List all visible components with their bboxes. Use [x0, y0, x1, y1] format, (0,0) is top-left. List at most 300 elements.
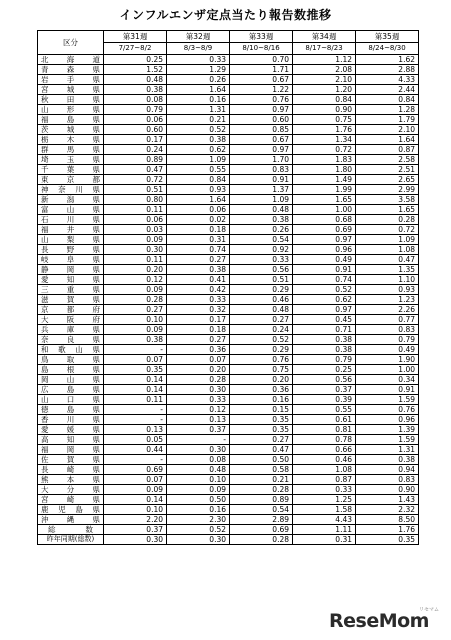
value-cell: 0.97 [230, 105, 293, 115]
value-cell: 0.31 [167, 235, 230, 245]
value-cell: 1.09 [167, 155, 230, 165]
table-row [38, 105, 419, 115]
value-cell: 0.09 [104, 485, 167, 495]
value-cell: 0.75 [230, 365, 293, 375]
value-cell: 2.26 [356, 305, 419, 315]
value-cell: 0.87 [356, 145, 419, 155]
table-row [38, 345, 419, 355]
value-cell: 0.10 [104, 505, 167, 515]
header-week: 第35週 [356, 31, 419, 43]
value-cell: 0.10 [104, 315, 167, 325]
row-label: 栃木県 [38, 135, 104, 145]
value-cell: 0.52 [230, 335, 293, 345]
row-label: 神奈川県 [38, 185, 104, 195]
table-row [38, 475, 419, 485]
table-row [38, 385, 419, 395]
value-cell: 0.52 [293, 285, 356, 295]
value-cell: 0.47 [356, 255, 419, 265]
row-label: 岩手県 [38, 75, 104, 85]
row-label: 東京都 [38, 175, 104, 185]
header-week: 第33週 [230, 31, 293, 43]
value-cell: 0.03 [104, 225, 167, 235]
value-cell: 0.54 [230, 505, 293, 515]
value-cell: 0.85 [230, 125, 293, 135]
value-cell: 0.61 [293, 415, 356, 425]
last-year-row [38, 535, 419, 545]
value-cell: 0.21 [167, 115, 230, 125]
value-cell: 0.51 [104, 185, 167, 195]
value-cell: 0.33 [230, 255, 293, 265]
row-label: 静岡県 [38, 265, 104, 275]
value-cell: 0.79 [104, 105, 167, 115]
value-cell: 2.58 [356, 155, 419, 165]
row-label: 総数 [38, 525, 104, 535]
value-cell: 0.67 [230, 75, 293, 85]
value-cell: 4.43 [293, 515, 356, 525]
value-cell: 0.24 [104, 145, 167, 155]
value-cell: 2.65 [356, 175, 419, 185]
header-date-range: 8/17~8/23 [293, 43, 356, 55]
value-cell: 0.50 [230, 455, 293, 465]
table-row [38, 95, 419, 105]
table-row [38, 325, 419, 335]
value-cell: 0.69 [293, 225, 356, 235]
value-cell: 0.48 [230, 205, 293, 215]
value-cell: 0.90 [356, 485, 419, 495]
value-cell: 0.62 [167, 145, 230, 155]
row-label: 宮城県 [38, 85, 104, 95]
value-cell: 0.80 [104, 195, 167, 205]
value-cell: 0.35 [356, 535, 419, 545]
value-cell: 0.76 [230, 355, 293, 365]
value-cell: 0.48 [167, 465, 230, 475]
value-cell: 0.68 [293, 215, 356, 225]
row-label: 茨城県 [38, 125, 104, 135]
value-cell: 0.18 [167, 325, 230, 335]
value-cell: 1.08 [356, 245, 419, 255]
table-row [38, 275, 419, 285]
value-cell: 0.28 [230, 535, 293, 545]
value-cell: - [104, 455, 167, 465]
row-label: 石川県 [38, 215, 104, 225]
value-cell: 0.30 [104, 245, 167, 255]
value-cell: 1.62 [356, 55, 419, 65]
value-cell: 0.36 [230, 385, 293, 395]
value-cell: 1.43 [356, 495, 419, 505]
table-row [38, 245, 419, 255]
row-label: 岐阜県 [38, 255, 104, 265]
value-cell: 1.09 [230, 195, 293, 205]
row-label: 大阪府 [38, 315, 104, 325]
value-cell: 0.62 [293, 295, 356, 305]
logo-text: ReseMom [329, 610, 429, 632]
value-cell: 0.97 [230, 145, 293, 155]
value-cell: 1.80 [293, 165, 356, 175]
value-cell: 0.28 [104, 295, 167, 305]
value-cell: 0.56 [230, 265, 293, 275]
value-cell: 2.44 [356, 85, 419, 95]
value-cell: 0.38 [104, 335, 167, 345]
value-cell: 0.49 [356, 345, 419, 355]
value-cell: 0.79 [356, 335, 419, 345]
value-cell: 0.37 [167, 425, 230, 435]
value-cell: 1.70 [230, 155, 293, 165]
table-row [38, 415, 419, 425]
value-cell: 1.79 [356, 115, 419, 125]
value-cell: 2.88 [356, 65, 419, 75]
value-cell: 0.79 [293, 355, 356, 365]
value-cell: 1.00 [293, 205, 356, 215]
value-cell: 1.29 [167, 65, 230, 75]
value-cell: 0.97 [293, 305, 356, 315]
value-cell: 0.30 [167, 445, 230, 455]
value-cell: 1.71 [230, 65, 293, 75]
value-cell: 1.25 [293, 495, 356, 505]
value-cell: 0.12 [104, 275, 167, 285]
table-row [38, 65, 419, 75]
value-cell: 0.60 [230, 115, 293, 125]
table-row [38, 185, 419, 195]
table-row [38, 195, 419, 205]
value-cell: 1.90 [356, 355, 419, 365]
table-row [38, 285, 419, 295]
value-cell: 0.74 [167, 245, 230, 255]
table-row [38, 405, 419, 415]
value-cell: 0.38 [230, 215, 293, 225]
value-cell: 0.26 [167, 75, 230, 85]
value-cell: 0.97 [293, 235, 356, 245]
value-cell: 0.20 [104, 265, 167, 275]
table-row [38, 485, 419, 495]
table-row [38, 205, 419, 215]
value-cell: 0.30 [104, 535, 167, 545]
row-label: 福岡県 [38, 445, 104, 455]
value-cell: 0.28 [230, 485, 293, 495]
value-cell: 0.33 [167, 55, 230, 65]
value-cell: 0.27 [230, 315, 293, 325]
row-label: 鹿児島県 [38, 505, 104, 515]
value-cell: 0.11 [104, 205, 167, 215]
value-cell: 1.64 [167, 85, 230, 95]
table-row [38, 155, 419, 165]
header-date-range: 8/3~8/9 [167, 43, 230, 55]
value-cell: 0.92 [230, 245, 293, 255]
value-cell: 0.38 [167, 135, 230, 145]
value-cell: 0.66 [293, 445, 356, 455]
value-cell: 0.84 [356, 95, 419, 105]
value-cell: 0.94 [356, 465, 419, 475]
value-cell: 0.83 [356, 325, 419, 335]
value-cell: 0.42 [167, 285, 230, 295]
value-cell: 0.06 [104, 215, 167, 225]
value-cell: 0.14 [104, 375, 167, 385]
row-label: 埼玉県 [38, 155, 104, 165]
table-row [38, 215, 419, 225]
header-week: 第34週 [293, 31, 356, 43]
value-cell: 0.76 [230, 95, 293, 105]
table-row [38, 365, 419, 375]
value-cell: 0.14 [104, 385, 167, 395]
value-cell: 0.10 [167, 475, 230, 485]
row-label: 京都府 [38, 305, 104, 315]
value-cell: 0.33 [167, 295, 230, 305]
value-cell: - [104, 415, 167, 425]
value-cell: 0.72 [293, 145, 356, 155]
value-cell: 2.30 [167, 515, 230, 525]
table-row [38, 135, 419, 145]
header-date-range: 7/27~8/2 [104, 43, 167, 55]
value-cell: 1.34 [293, 135, 356, 145]
logo-subtext: リセマム [419, 607, 439, 613]
value-cell: 0.78 [293, 435, 356, 445]
value-cell: - [104, 405, 167, 415]
value-cell: 0.71 [293, 325, 356, 335]
value-cell: 0.25 [293, 365, 356, 375]
table-row [38, 425, 419, 435]
row-label: 千葉県 [38, 165, 104, 175]
value-cell: 2.99 [356, 185, 419, 195]
row-label: 福井県 [38, 225, 104, 235]
table-row [38, 375, 419, 385]
value-cell: 0.33 [167, 395, 230, 405]
value-cell: 0.91 [356, 385, 419, 395]
value-cell: 1.64 [167, 195, 230, 205]
row-label: 鳥取県 [38, 355, 104, 365]
value-cell: 1.08 [293, 465, 356, 475]
table-row [38, 465, 419, 475]
value-cell: 1.00 [356, 365, 419, 375]
table-row [38, 435, 419, 445]
row-label: 富山県 [38, 205, 104, 215]
value-cell: 0.13 [167, 415, 230, 425]
table-row [38, 355, 419, 365]
value-cell: 0.17 [104, 135, 167, 145]
value-cell: 0.52 [167, 125, 230, 135]
value-cell: 0.52 [167, 525, 230, 535]
table-row [38, 315, 419, 325]
value-cell: 0.11 [104, 255, 167, 265]
value-cell: 0.83 [230, 165, 293, 175]
value-cell: 1.59 [356, 395, 419, 405]
value-cell: 1.31 [356, 445, 419, 455]
value-cell: 0.33 [293, 485, 356, 495]
table-row [38, 115, 419, 125]
table-row [38, 395, 419, 405]
row-label: 山口県 [38, 395, 104, 405]
table-row [38, 145, 419, 155]
value-cell: 1.35 [356, 265, 419, 275]
value-cell: 0.14 [104, 495, 167, 505]
value-cell: 0.02 [167, 215, 230, 225]
value-cell: 0.89 [104, 155, 167, 165]
value-cell: 1.11 [293, 525, 356, 535]
value-cell: 0.38 [293, 335, 356, 345]
table-row [38, 225, 419, 235]
header-week: 第32週 [167, 31, 230, 43]
value-cell: 1.12 [293, 55, 356, 65]
value-cell: 0.91 [230, 175, 293, 185]
table-row [38, 445, 419, 455]
row-label: 福島県 [38, 115, 104, 125]
value-cell: 0.47 [230, 445, 293, 455]
header-date-range: 8/24~8/30 [356, 43, 419, 55]
table-row [38, 255, 419, 265]
row-label: 佐賀県 [38, 455, 104, 465]
value-cell: 0.07 [167, 355, 230, 365]
value-cell: 0.17 [167, 315, 230, 325]
value-cell: 0.93 [167, 185, 230, 195]
value-cell: 0.20 [230, 375, 293, 385]
value-cell: 0.27 [104, 305, 167, 315]
value-cell: 1.52 [104, 65, 167, 75]
header-row-weeks [38, 31, 419, 43]
value-cell: 1.09 [356, 235, 419, 245]
value-cell: 1.37 [230, 185, 293, 195]
value-cell: 0.77 [356, 315, 419, 325]
value-cell: 0.09 [104, 235, 167, 245]
value-cell: 0.29 [230, 285, 293, 295]
value-cell: 1.23 [356, 295, 419, 305]
value-cell: 1.28 [356, 105, 419, 115]
value-cell: 1.39 [356, 425, 419, 435]
value-cell: 2.08 [293, 65, 356, 75]
row-label: 秋田県 [38, 95, 104, 105]
table-row [38, 265, 419, 275]
value-cell: 0.49 [293, 255, 356, 265]
value-cell: 0.08 [167, 455, 230, 465]
value-cell: 0.09 [104, 325, 167, 335]
row-label: 高知県 [38, 435, 104, 445]
value-cell: 1.76 [293, 125, 356, 135]
row-label: 奈良県 [38, 335, 104, 345]
table-row [38, 165, 419, 175]
value-cell: 1.64 [356, 135, 419, 145]
value-cell: 2.10 [356, 125, 419, 135]
row-label: 長崎県 [38, 465, 104, 475]
value-cell: 0.32 [167, 305, 230, 315]
table-row [38, 455, 419, 465]
value-cell: 0.75 [293, 115, 356, 125]
value-cell: 0.18 [167, 225, 230, 235]
value-cell: 0.84 [293, 95, 356, 105]
value-cell: 0.90 [293, 105, 356, 115]
value-cell: 0.74 [293, 275, 356, 285]
value-cell: 0.87 [293, 475, 356, 485]
row-label: 昨年同期(総数) [38, 535, 104, 545]
value-cell: 0.70 [230, 55, 293, 65]
value-cell: 0.08 [104, 95, 167, 105]
value-cell: 4.33 [356, 75, 419, 85]
value-cell: 0.50 [167, 495, 230, 505]
value-cell: 1.65 [356, 205, 419, 215]
value-cell: 0.96 [356, 415, 419, 425]
table-row [38, 175, 419, 185]
value-cell: 0.81 [293, 425, 356, 435]
row-label: 熊本県 [38, 475, 104, 485]
value-cell: 0.21 [230, 475, 293, 485]
row-label: 長野県 [38, 245, 104, 255]
value-cell: 2.51 [356, 165, 419, 175]
value-cell: 0.07 [104, 475, 167, 485]
value-cell: 2.89 [230, 515, 293, 525]
row-label: 群馬県 [38, 145, 104, 155]
table-row [38, 85, 419, 95]
row-label: 沖縄県 [38, 515, 104, 525]
value-cell: 1.76 [356, 525, 419, 535]
value-cell: 0.13 [104, 425, 167, 435]
value-cell: 0.69 [230, 525, 293, 535]
total-row [38, 525, 419, 535]
value-cell: 0.38 [293, 345, 356, 355]
value-cell: 1.31 [167, 105, 230, 115]
value-cell: - [104, 345, 167, 355]
row-label: 青森県 [38, 65, 104, 75]
value-cell: 0.54 [230, 235, 293, 245]
value-cell: 0.47 [104, 165, 167, 175]
row-label: 愛媛県 [38, 425, 104, 435]
row-label: 香川県 [38, 415, 104, 425]
row-label: 山梨県 [38, 235, 104, 245]
value-cell: 0.35 [230, 415, 293, 425]
value-cell: 0.28 [167, 375, 230, 385]
row-label: 滋賀県 [38, 295, 104, 305]
value-cell: 0.96 [293, 245, 356, 255]
value-cell: 0.29 [230, 345, 293, 355]
resemom-logo [329, 608, 447, 638]
value-cell: 1.83 [293, 155, 356, 165]
value-cell: 0.89 [230, 495, 293, 505]
table-row [38, 515, 419, 525]
value-cell: 0.67 [230, 135, 293, 145]
value-cell: 1.65 [293, 195, 356, 205]
value-cell: 0.27 [167, 335, 230, 345]
value-cell: 0.30 [167, 535, 230, 545]
table-row [38, 235, 419, 245]
value-cell: 0.28 [356, 215, 419, 225]
value-cell: 0.83 [356, 475, 419, 485]
value-cell: 0.76 [356, 405, 419, 415]
value-cell: 0.09 [167, 485, 230, 495]
value-cell: 1.99 [293, 185, 356, 195]
row-label: 広島県 [38, 385, 104, 395]
value-cell: 1.22 [230, 85, 293, 95]
table-body [38, 55, 419, 545]
value-cell: 0.91 [293, 265, 356, 275]
table-row [38, 495, 419, 505]
value-cell: 8.50 [356, 515, 419, 525]
value-cell: 0.20 [167, 365, 230, 375]
value-cell: 0.35 [230, 425, 293, 435]
value-cell: 0.05 [104, 435, 167, 445]
table-row [38, 305, 419, 315]
value-cell: 0.11 [104, 395, 167, 405]
value-cell: 0.27 [230, 435, 293, 445]
value-cell: 2.10 [293, 75, 356, 85]
page-title: インフルエンザ定点当たり報告数推移 [119, 8, 332, 22]
value-cell: 0.46 [293, 455, 356, 465]
value-cell: 0.38 [167, 265, 230, 275]
row-label: 三重県 [38, 285, 104, 295]
value-cell: 3.58 [356, 195, 419, 205]
influenza-report-table [37, 30, 419, 545]
value-cell: 0.36 [167, 345, 230, 355]
value-cell: 0.09 [104, 285, 167, 295]
table-row [38, 55, 419, 65]
value-cell: 0.30 [167, 385, 230, 395]
value-cell: 0.37 [293, 385, 356, 395]
value-cell: 0.58 [230, 465, 293, 475]
value-cell: 0.60 [104, 125, 167, 135]
